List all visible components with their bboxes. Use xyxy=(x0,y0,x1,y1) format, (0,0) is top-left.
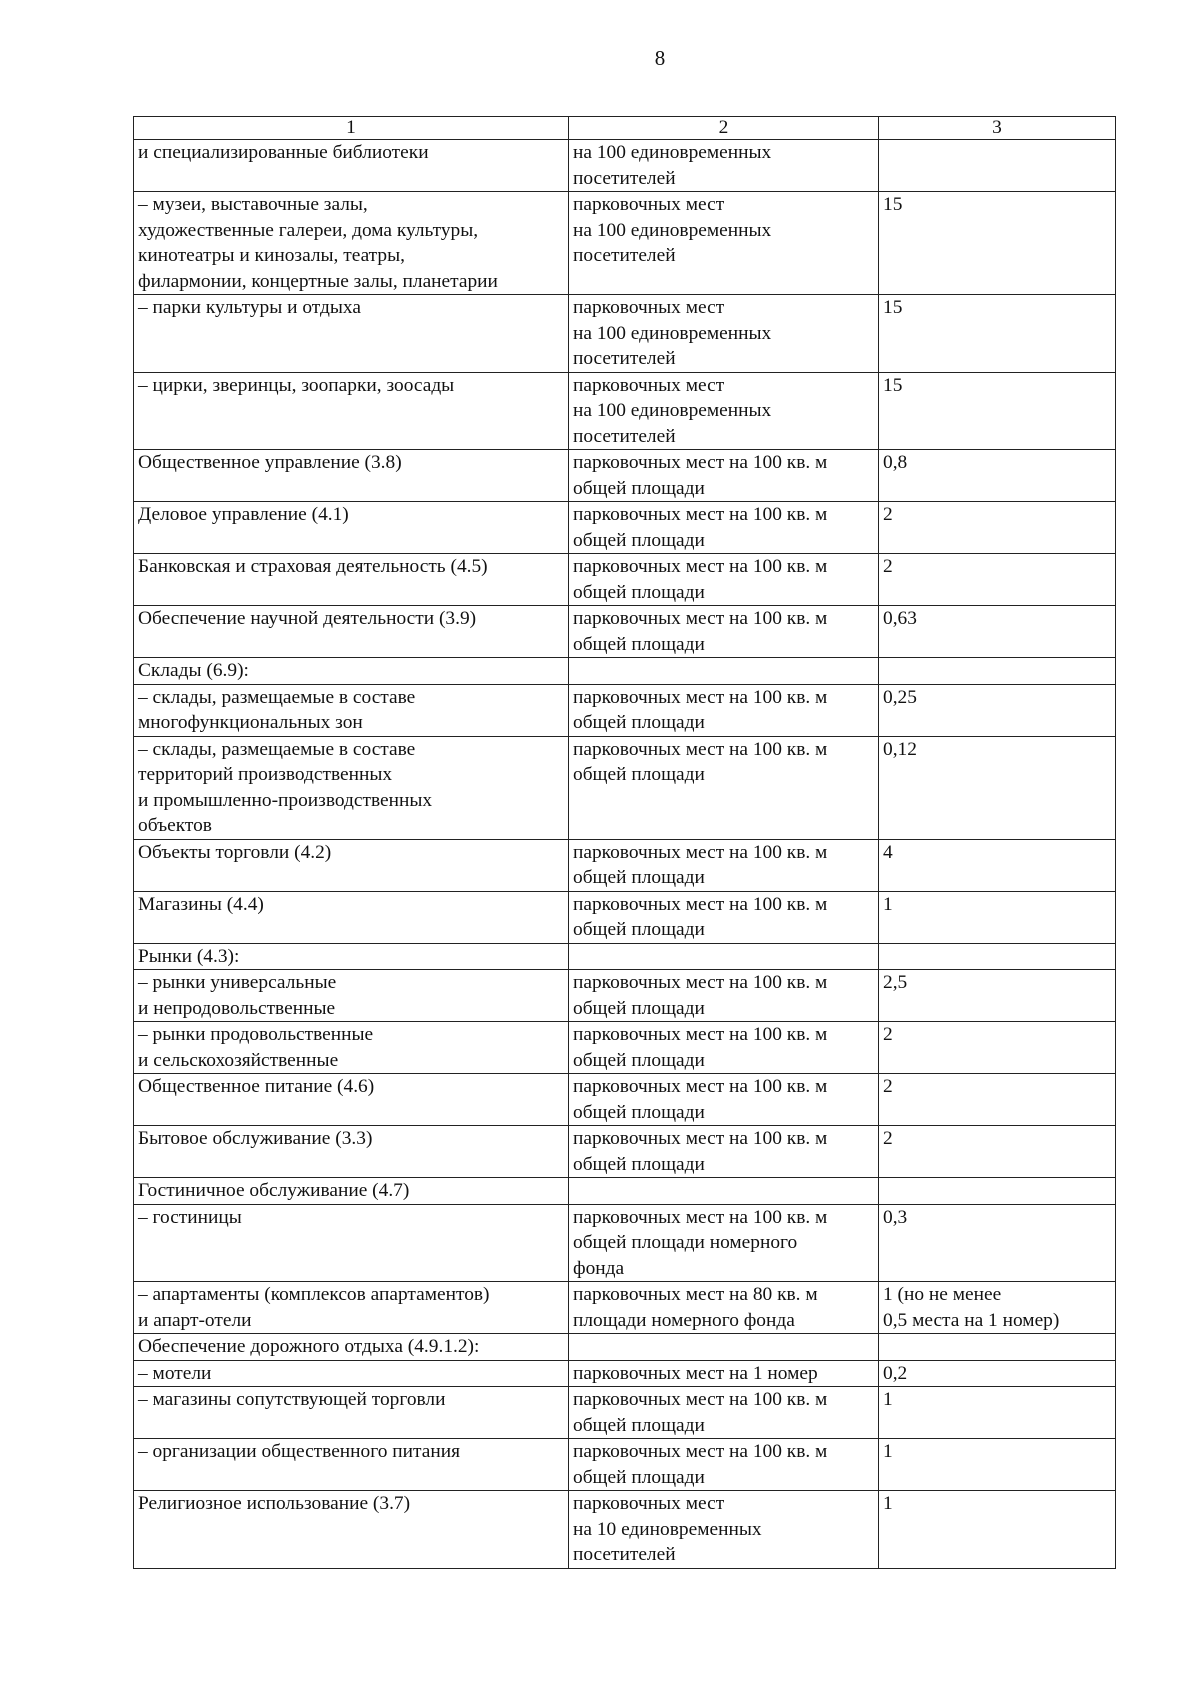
norm-value-cell xyxy=(879,839,1116,891)
table-row xyxy=(134,372,1116,450)
use-type-cell xyxy=(134,736,569,839)
norm-value-cell-text: 1 (но не менее 0,5 места на 1 номер) xyxy=(883,1284,1060,1331)
table-row xyxy=(134,1126,1116,1178)
unit-cell-text: парковочных мест на 100 кв. м общей площади номерного фонда xyxy=(573,1206,828,1279)
unit-cell-text: парковочных мест на 100 кв. м общей площади xyxy=(573,972,828,1019)
parking-norms-table xyxy=(133,116,1116,1569)
use-type-cell xyxy=(134,606,569,658)
use-type-cell xyxy=(134,1204,569,1282)
use-type-cell-text: Склады (6.9): xyxy=(138,660,249,681)
norm-value-cell-text: 15 xyxy=(883,297,903,318)
unit-cell xyxy=(569,839,879,891)
table-row xyxy=(134,192,1116,295)
use-type-cell-text: – склады, размещаемые в составе многофункциональных зон xyxy=(138,686,416,733)
use-type-cell xyxy=(134,140,569,192)
norm-value-cell-text: 0,12 xyxy=(883,738,917,760)
unit-cell-text: парковочных мест на 100 кв. м общей площади xyxy=(573,738,828,785)
column-header-1: 1 xyxy=(134,117,569,140)
unit-cell xyxy=(569,295,879,373)
table-row xyxy=(134,1360,1116,1387)
use-type-cell xyxy=(134,891,569,943)
unit-cell-text: парковочных мест на 100 кв. м общей площади xyxy=(573,608,828,655)
unit-cell xyxy=(569,502,879,554)
norm-value-cell xyxy=(879,192,1116,295)
use-type-cell-text: – цирки, зверинцы, зоопарки, зоосады xyxy=(138,374,455,396)
unit-cell xyxy=(569,891,879,943)
norm-value-cell xyxy=(879,606,1116,658)
norm-value-cell-text: 2,5 xyxy=(883,972,908,993)
unit-cell xyxy=(569,1204,879,1282)
norm-value-cell-text: 1 xyxy=(883,1389,893,1410)
unit-cell-text: парковочных мест на 100 единовременных посетителей xyxy=(573,194,772,266)
use-type-cell-text: – гостиницы xyxy=(138,1206,242,1228)
norm-value-cell-text: 2 xyxy=(883,556,893,577)
use-type-cell xyxy=(134,295,569,373)
unit-cell-text: парковочных мест на 100 кв. м общей площади xyxy=(573,556,828,603)
unit-cell xyxy=(569,970,879,1022)
norm-value-cell xyxy=(879,1491,1116,1569)
table-row xyxy=(134,1334,1116,1361)
use-type-cell-text: Рынки (4.3): xyxy=(138,945,240,967)
unit-cell xyxy=(569,1439,879,1491)
use-type-cell-text: Деловое управление (4.1) xyxy=(138,504,349,525)
unit-cell-text: парковочных мест на 80 кв. м площади номерного фонда xyxy=(573,1284,818,1331)
use-type-cell-text: Обеспечение дорожного отдыха (4.9.1.2): xyxy=(138,1336,480,1357)
use-type-cell xyxy=(134,1334,569,1361)
use-type-cell xyxy=(134,450,569,502)
use-type-cell xyxy=(134,1074,569,1126)
unit-cell-text: парковочных мест на 100 кв. м общей площади xyxy=(573,452,828,499)
norm-value-cell xyxy=(879,1439,1116,1491)
use-type-cell-text: – парки культуры и отдыха xyxy=(138,297,361,318)
norm-value-cell-text: 2 xyxy=(883,1128,893,1149)
unit-cell-text: парковочных мест на 100 кв. м общей площади xyxy=(573,1389,828,1436)
norm-value-cell-text: 2 xyxy=(883,504,893,525)
use-type-cell xyxy=(134,192,569,295)
use-type-cell-text: Бытовое обслуживание (3.3) xyxy=(138,1128,373,1149)
table-row xyxy=(134,1387,1116,1439)
unit-cell-text: парковочных мест на 100 кв. м общей площади xyxy=(573,1024,828,1071)
norm-value-cell xyxy=(879,140,1116,192)
norm-value-cell-text: 0,2 xyxy=(883,1362,908,1384)
norm-value-cell xyxy=(879,736,1116,839)
unit-cell xyxy=(569,1334,879,1361)
norm-value-cell xyxy=(879,891,1116,943)
use-type-cell-text: Объекты торговли (4.2) xyxy=(138,841,332,863)
use-type-cell xyxy=(134,372,569,450)
table-row xyxy=(134,839,1116,891)
use-type-cell xyxy=(134,1439,569,1491)
table-row xyxy=(134,1282,1116,1334)
unit-cell xyxy=(569,192,879,295)
norm-value-cell xyxy=(879,1204,1116,1282)
use-type-cell xyxy=(134,502,569,554)
unit-cell xyxy=(569,554,879,606)
unit-cell xyxy=(569,1074,879,1126)
table-row xyxy=(134,891,1116,943)
table-row xyxy=(134,1439,1116,1491)
norm-value-cell xyxy=(879,1126,1116,1178)
unit-cell-text: парковочных мест на 100 кв. м общей площади xyxy=(573,1441,828,1488)
norm-value-cell xyxy=(879,450,1116,502)
unit-cell xyxy=(569,1178,879,1205)
norm-value-cell-text: 1 xyxy=(883,1441,893,1462)
use-type-cell-text: Общественное управление (3.8) xyxy=(138,452,402,473)
norm-value-cell-text: 0,8 xyxy=(883,452,908,473)
unit-cell-text: парковочных мест на 100 кв. м общей площади xyxy=(573,841,828,888)
table-header-row xyxy=(134,117,1116,140)
unit-cell xyxy=(569,1126,879,1178)
use-type-cell-text: – организации общественного питания xyxy=(138,1441,461,1462)
norm-value-cell-text: 1 xyxy=(883,893,893,915)
unit-cell-text: парковочных мест на 100 единовременных посетителей xyxy=(573,374,772,447)
use-type-cell xyxy=(134,970,569,1022)
page-number: 8 xyxy=(654,46,666,70)
norm-value-cell-text: 15 xyxy=(883,194,903,215)
use-type-cell xyxy=(134,839,569,891)
table-row xyxy=(134,606,1116,658)
unit-cell xyxy=(569,1387,879,1439)
use-type-cell-text: Гостиничное обслуживание (4.7) xyxy=(138,1180,410,1201)
norm-value-cell-text: 0,63 xyxy=(883,608,917,629)
use-type-cell-text: – мотели xyxy=(138,1362,212,1384)
table-row xyxy=(134,658,1116,685)
use-type-cell-text: Банковская и страховая деятельность (4.5) xyxy=(138,556,488,577)
norm-value-cell-text: 15 xyxy=(883,374,903,396)
unit-cell-text: парковочных мест на 100 кв. м общей площади xyxy=(573,686,828,733)
unit-cell xyxy=(569,372,879,450)
use-type-cell-text: Религиозное использование (3.7) xyxy=(138,1493,411,1514)
norm-value-cell xyxy=(879,372,1116,450)
unit-cell-text: парковочных мест на 100 единовременных посетителей xyxy=(573,297,772,369)
table-row xyxy=(134,970,1116,1022)
table-row xyxy=(134,140,1116,192)
use-type-cell xyxy=(134,684,569,736)
use-type-cell xyxy=(134,1387,569,1439)
table-row xyxy=(134,1204,1116,1282)
norm-value-cell xyxy=(879,554,1116,606)
column-header-3: 3 xyxy=(879,117,1116,140)
norm-value-cell xyxy=(879,658,1116,685)
norm-value-cell xyxy=(879,1022,1116,1074)
table-row xyxy=(134,943,1116,970)
use-type-cell-text: – рынки продовольственные и сельскохозяйственные xyxy=(138,1024,374,1071)
unit-cell-text: парковочных мест на 1 номер xyxy=(573,1362,818,1384)
unit-cell-text: парковочных мест на 100 кв. м общей площади xyxy=(573,1128,828,1175)
unit-cell-text: парковочных мест на 100 кв. м общей площади xyxy=(573,1076,828,1123)
table-row xyxy=(134,502,1116,554)
table-row xyxy=(134,736,1116,839)
use-type-cell xyxy=(134,1126,569,1178)
unit-cell xyxy=(569,1022,879,1074)
use-type-cell-text: – магазины сопутствующей торговли xyxy=(138,1389,446,1410)
norm-value-cell xyxy=(879,502,1116,554)
unit-cell xyxy=(569,606,879,658)
use-type-cell xyxy=(134,1360,569,1387)
norm-value-cell-text: 1 xyxy=(883,1493,893,1514)
norm-value-cell xyxy=(879,1334,1116,1361)
norm-value-cell-text: 0,3 xyxy=(883,1206,908,1228)
unit-cell xyxy=(569,450,879,502)
unit-cell xyxy=(569,736,879,839)
table-body xyxy=(134,140,1116,1569)
norm-value-cell xyxy=(879,1360,1116,1387)
use-type-cell-text: Магазины (4.4) xyxy=(138,893,264,915)
unit-cell xyxy=(569,1282,879,1334)
unit-cell xyxy=(569,658,879,685)
use-type-cell-text: и специализированные библиотеки xyxy=(138,142,429,163)
table-row xyxy=(134,1022,1116,1074)
use-type-cell xyxy=(134,658,569,685)
use-type-cell-text: – рынки универсальные и непродовольственные xyxy=(138,972,337,1019)
norm-value-cell xyxy=(879,1282,1116,1334)
norm-value-cell xyxy=(879,1178,1116,1205)
norm-value-cell xyxy=(879,943,1116,970)
use-type-cell xyxy=(134,943,569,970)
use-type-cell xyxy=(134,1022,569,1074)
column-header-2: 2 xyxy=(569,117,879,140)
norm-value-cell xyxy=(879,295,1116,373)
use-type-cell xyxy=(134,1282,569,1334)
use-type-cell-text: – музеи, выставочные залы, художественные галереи, дома культуры, кинотеатры и кинозалы, театры, филармонии, концертные залы, планетарии xyxy=(138,194,498,292)
unit-cell-text: парковочных мест на 100 кв. м общей площади xyxy=(573,893,828,940)
unit-cell xyxy=(569,1360,879,1387)
unit-cell xyxy=(569,1491,879,1569)
norm-value-cell xyxy=(879,970,1116,1022)
norm-value-cell xyxy=(879,1387,1116,1439)
norm-value-cell-text: 0,25 xyxy=(883,686,917,708)
unit-cell-text: парковочных мест на 100 кв. м общей площади xyxy=(573,504,828,551)
table-row xyxy=(134,684,1116,736)
use-type-cell-text: – склады, размещаемые в составе территорий производственных и промышленно-производственных объектов xyxy=(138,738,433,836)
table-row xyxy=(134,450,1116,502)
unit-cell xyxy=(569,943,879,970)
norm-value-cell xyxy=(879,1074,1116,1126)
norm-value-cell xyxy=(879,684,1116,736)
unit-cell xyxy=(569,140,879,192)
norm-value-cell-text: 2 xyxy=(883,1076,893,1097)
norm-value-cell-text: 2 xyxy=(883,1024,893,1045)
table-row xyxy=(134,1491,1116,1569)
use-type-cell xyxy=(134,1491,569,1569)
unit-cell-text: парковочных мест на 10 единовременных посетителей xyxy=(573,1493,762,1565)
table-row xyxy=(134,1074,1116,1126)
table-row xyxy=(134,554,1116,606)
use-type-cell-text: Обеспечение научной деятельности (3.9) xyxy=(138,608,477,629)
table-row xyxy=(134,295,1116,373)
unit-cell xyxy=(569,684,879,736)
use-type-cell xyxy=(134,1178,569,1205)
use-type-cell-text: Общественное питание (4.6) xyxy=(138,1076,375,1097)
unit-cell-text: на 100 единовременных посетителей xyxy=(573,142,772,189)
norm-value-cell-text: 4 xyxy=(883,841,893,863)
table-row xyxy=(134,1178,1116,1205)
use-type-cell-text: – апартаменты (комплексов апартаментов) и апарт-отели xyxy=(138,1284,490,1331)
use-type-cell xyxy=(134,554,569,606)
